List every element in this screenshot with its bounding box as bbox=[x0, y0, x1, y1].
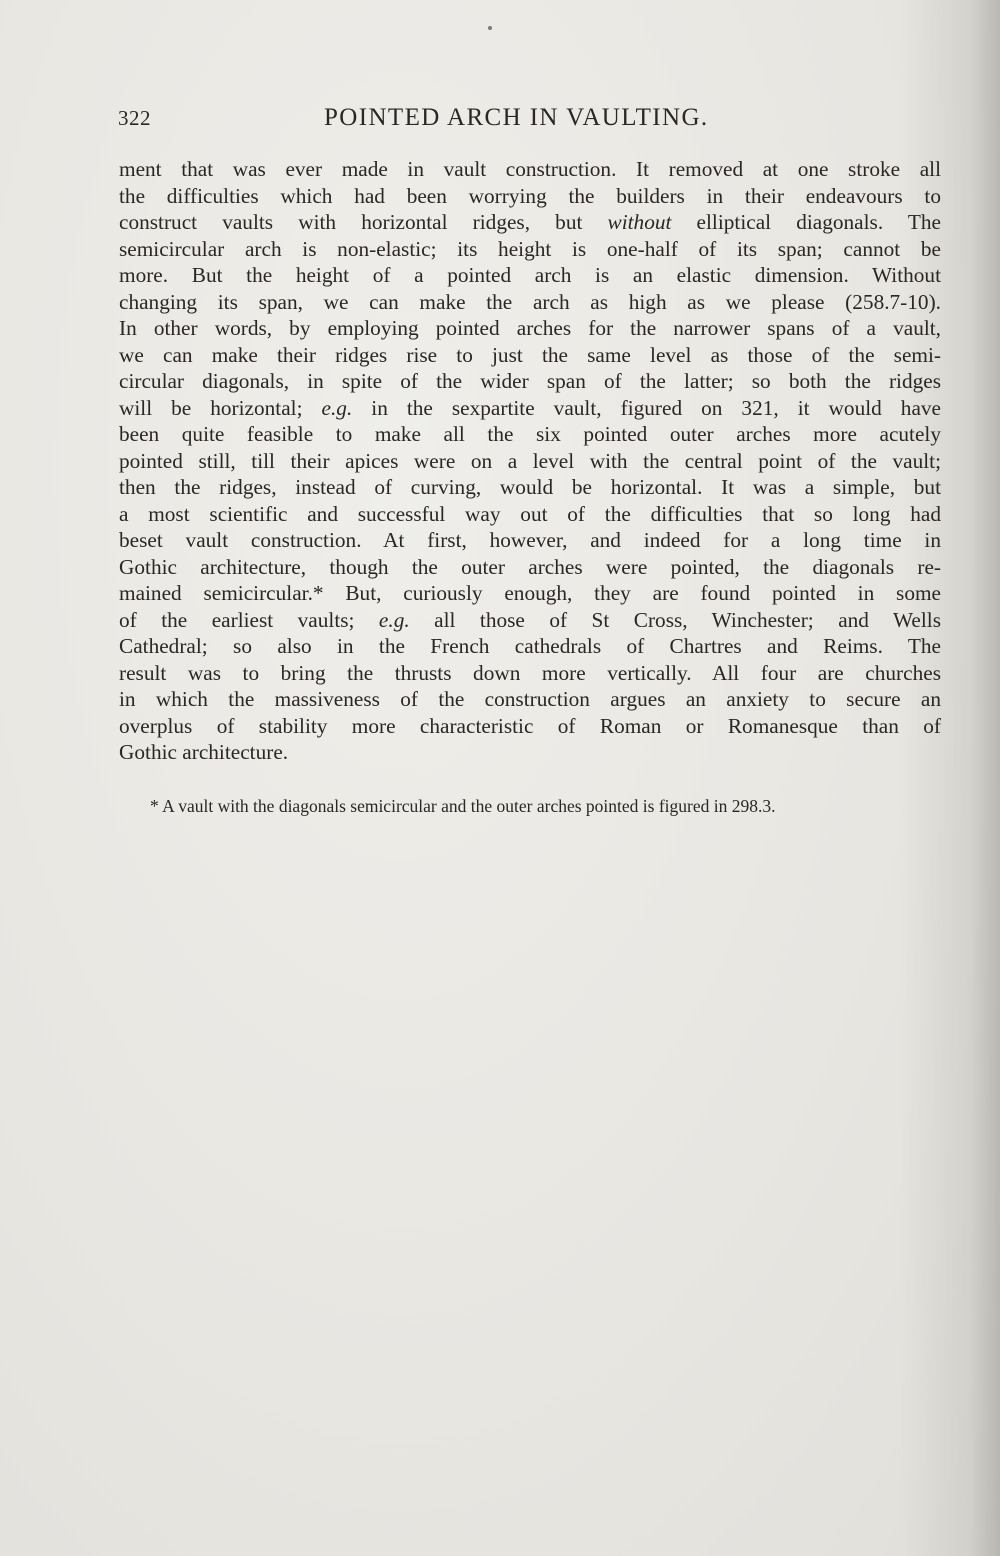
text-line bbox=[119, 315, 941, 342]
running-title: POINTED ARCH IN VAULTING. bbox=[324, 104, 709, 131]
text-line-segment: of the earliest vaults; bbox=[119, 607, 379, 632]
text-line bbox=[119, 156, 941, 183]
text-line bbox=[119, 209, 941, 236]
text-line-segment: pointed still, till their apices were on a level with the central point of the vault; bbox=[119, 448, 941, 473]
text-line bbox=[119, 183, 941, 210]
text-line-segment: Gothic architecture. bbox=[119, 740, 289, 764]
text-line bbox=[119, 262, 941, 289]
text-line-segment: ment that was ever made in vault construction. It removed at one stroke all bbox=[119, 157, 941, 181]
page-number: 322 bbox=[118, 106, 151, 130]
text-line-segment: elliptical diagonals. The bbox=[671, 210, 941, 234]
text-line bbox=[119, 448, 941, 475]
text-line bbox=[119, 289, 941, 316]
text-line-segment: Cathedral; so also in the French cathedrals of Chartres and Reims. The bbox=[119, 634, 941, 658]
text-line bbox=[119, 739, 941, 766]
text-line-segment: more. But the height of a pointed arch is an elastic dimension. Without bbox=[119, 263, 941, 287]
print-speck bbox=[488, 26, 492, 30]
text-line-segment: result was to bring the thrusts down more vertically. All four are churches bbox=[119, 660, 941, 685]
text-line bbox=[119, 607, 941, 634]
text-line-segment: all those of St Cross, Winchester; and Wells bbox=[409, 607, 941, 632]
emphasis-text: without bbox=[607, 210, 672, 234]
text-line-segment: Gothic architecture, though the outer arches were pointed, the diagonals re- bbox=[119, 554, 941, 579]
text-line bbox=[119, 421, 941, 448]
text-line-segment: circular diagonals, in spite of the wider span of the latter; so both the ridges bbox=[119, 369, 941, 393]
text-line bbox=[119, 713, 941, 740]
text-line-segment: in the sexpartite vault, figured on 321, it would have bbox=[352, 395, 941, 420]
text-line-segment: then the ridges, instead of curving, would be horizontal. It was a simple, but bbox=[119, 475, 941, 499]
text-line-segment: changing its span, we can make the arch as high as we please (258.7-10). bbox=[119, 289, 941, 314]
running-head bbox=[118, 104, 750, 140]
text-line-segment: will be horizontal; bbox=[119, 395, 322, 420]
emphasis-text: e.g. bbox=[321, 395, 353, 420]
text-line-segment: semicircular arch is non-elastic; its height is one-half of its span; cannot be bbox=[119, 236, 941, 261]
text-line-segment: overplus of stability more characteristic of Roman or Romanesque than of bbox=[119, 713, 941, 738]
text-line-segment: the difficulties which had been worrying the builders in their endeavours to bbox=[119, 183, 941, 208]
text-line bbox=[119, 236, 941, 263]
text-line-segment: mained semicircular.* But, curiously enough, they are found pointed in some bbox=[119, 581, 941, 605]
text-line bbox=[119, 474, 941, 501]
text-line bbox=[119, 580, 941, 607]
text-line-segment: a most scientific and successful way out of the difficulties that so long had bbox=[119, 501, 941, 526]
body-paragraph bbox=[119, 156, 941, 766]
text-line bbox=[119, 554, 941, 581]
text-line bbox=[119, 501, 941, 528]
text-line-segment: been quite feasible to make all the six pointed outer arches more acutely bbox=[119, 422, 941, 446]
text-line bbox=[119, 395, 941, 422]
footnote: * A vault with the diagonals semicircular and the outer arches pointed is figured in 298.3. bbox=[150, 796, 776, 816]
text-line bbox=[119, 633, 941, 660]
text-line bbox=[119, 368, 941, 395]
emphasis-text: e.g. bbox=[378, 607, 410, 632]
text-line bbox=[119, 660, 941, 687]
text-line-segment: beset vault construction. At first, however, and indeed for a long time in bbox=[119, 528, 941, 552]
text-line bbox=[119, 527, 941, 554]
text-line-segment: In other words, by employing pointed arches for the narrower spans of a vault, bbox=[119, 316, 941, 340]
text-line-segment: in which the massiveness of the construction argues an anxiety to secure an bbox=[119, 687, 941, 711]
text-line-segment: construct vaults with horizontal ridges, but bbox=[119, 210, 608, 234]
text-line-segment: we can make their ridges rise to just the same level as those of the semi- bbox=[119, 342, 941, 367]
text-line bbox=[119, 686, 941, 713]
text-line bbox=[119, 342, 941, 369]
